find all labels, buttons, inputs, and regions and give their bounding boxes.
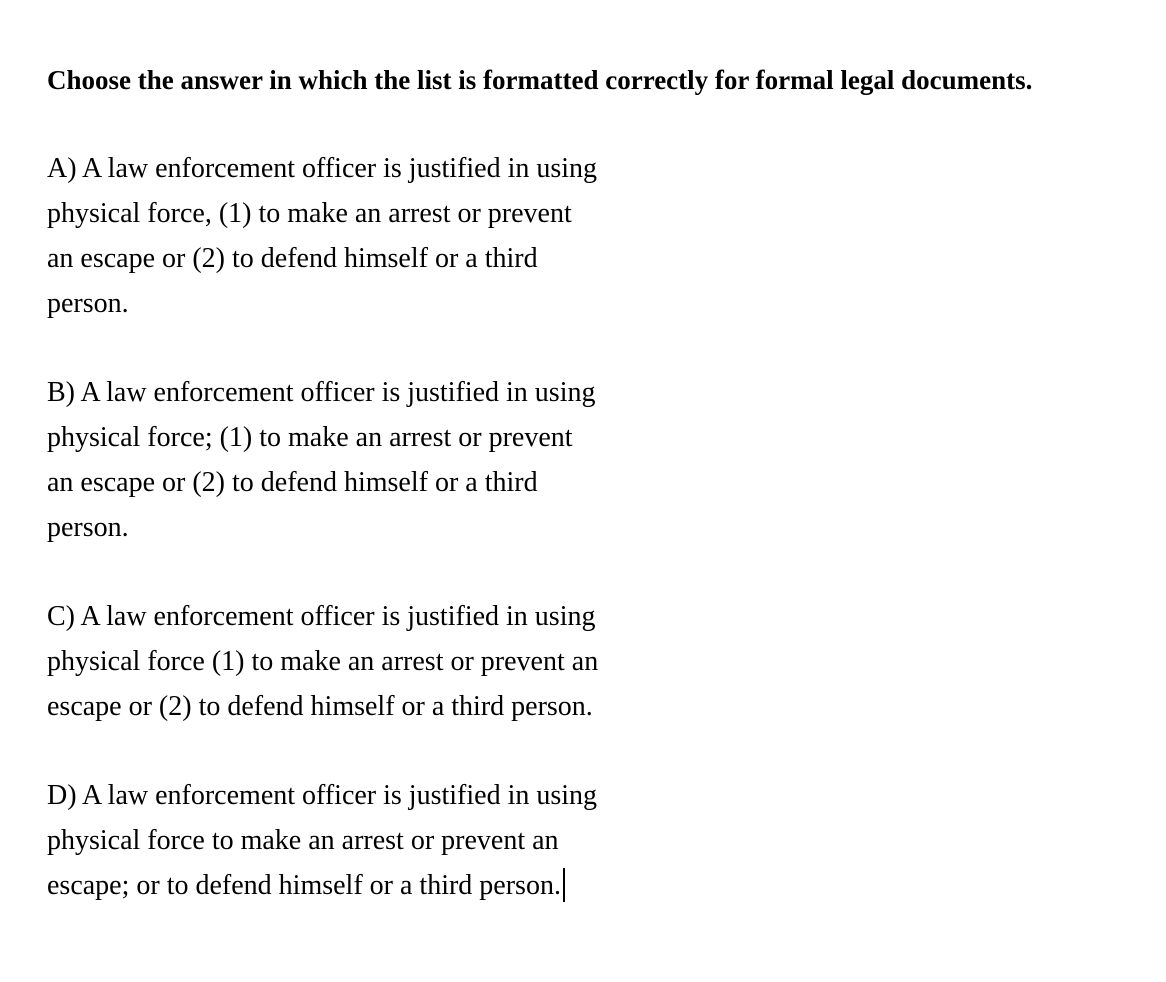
option-b-line-4: person.: [47, 512, 129, 543]
text-cursor-caret: [563, 868, 565, 902]
option-d-line-3: [47, 863, 597, 908]
option-a-line-3: an escape or (2) to defend himself or a third: [47, 243, 538, 274]
option-d[interactable]: [47, 773, 597, 908]
option-c[interactable]: [47, 594, 598, 729]
option-b[interactable]: [47, 370, 595, 550]
option-d-line-1: D) A law enforcement officer is justified in using: [47, 780, 598, 811]
option-a[interactable]: [47, 146, 597, 326]
option-c-line-2: physical force (1) to make an arrest or prevent an: [47, 646, 599, 677]
option-d-line-3-text: escape; or to defend himself or a third person.: [47, 870, 561, 901]
option-b-line-3: an escape or (2) to defend himself or a third: [47, 467, 538, 498]
option-d-line-2: physical force to make an arrest or prevent an: [47, 825, 559, 856]
option-a-line-2: physical force, (1) to make an arrest or prevent: [47, 198, 572, 229]
option-b-line-2: physical force; (1) to make an arrest or prevent: [47, 422, 573, 453]
option-c-line-3: escape or (2) to defend himself or a third person.: [47, 691, 593, 722]
option-b-line-1: B) A law enforcement officer is justified in using: [47, 377, 596, 408]
option-a-line-1: A) A law enforcement officer is justified in using: [47, 153, 598, 184]
option-c-line-1: C) A law enforcement officer is justified in using: [47, 601, 596, 632]
option-a-line-4: person.: [47, 288, 129, 319]
question-text: Choose the answer in which the list is formatted correctly for formal legal documents.: [47, 65, 1033, 95]
